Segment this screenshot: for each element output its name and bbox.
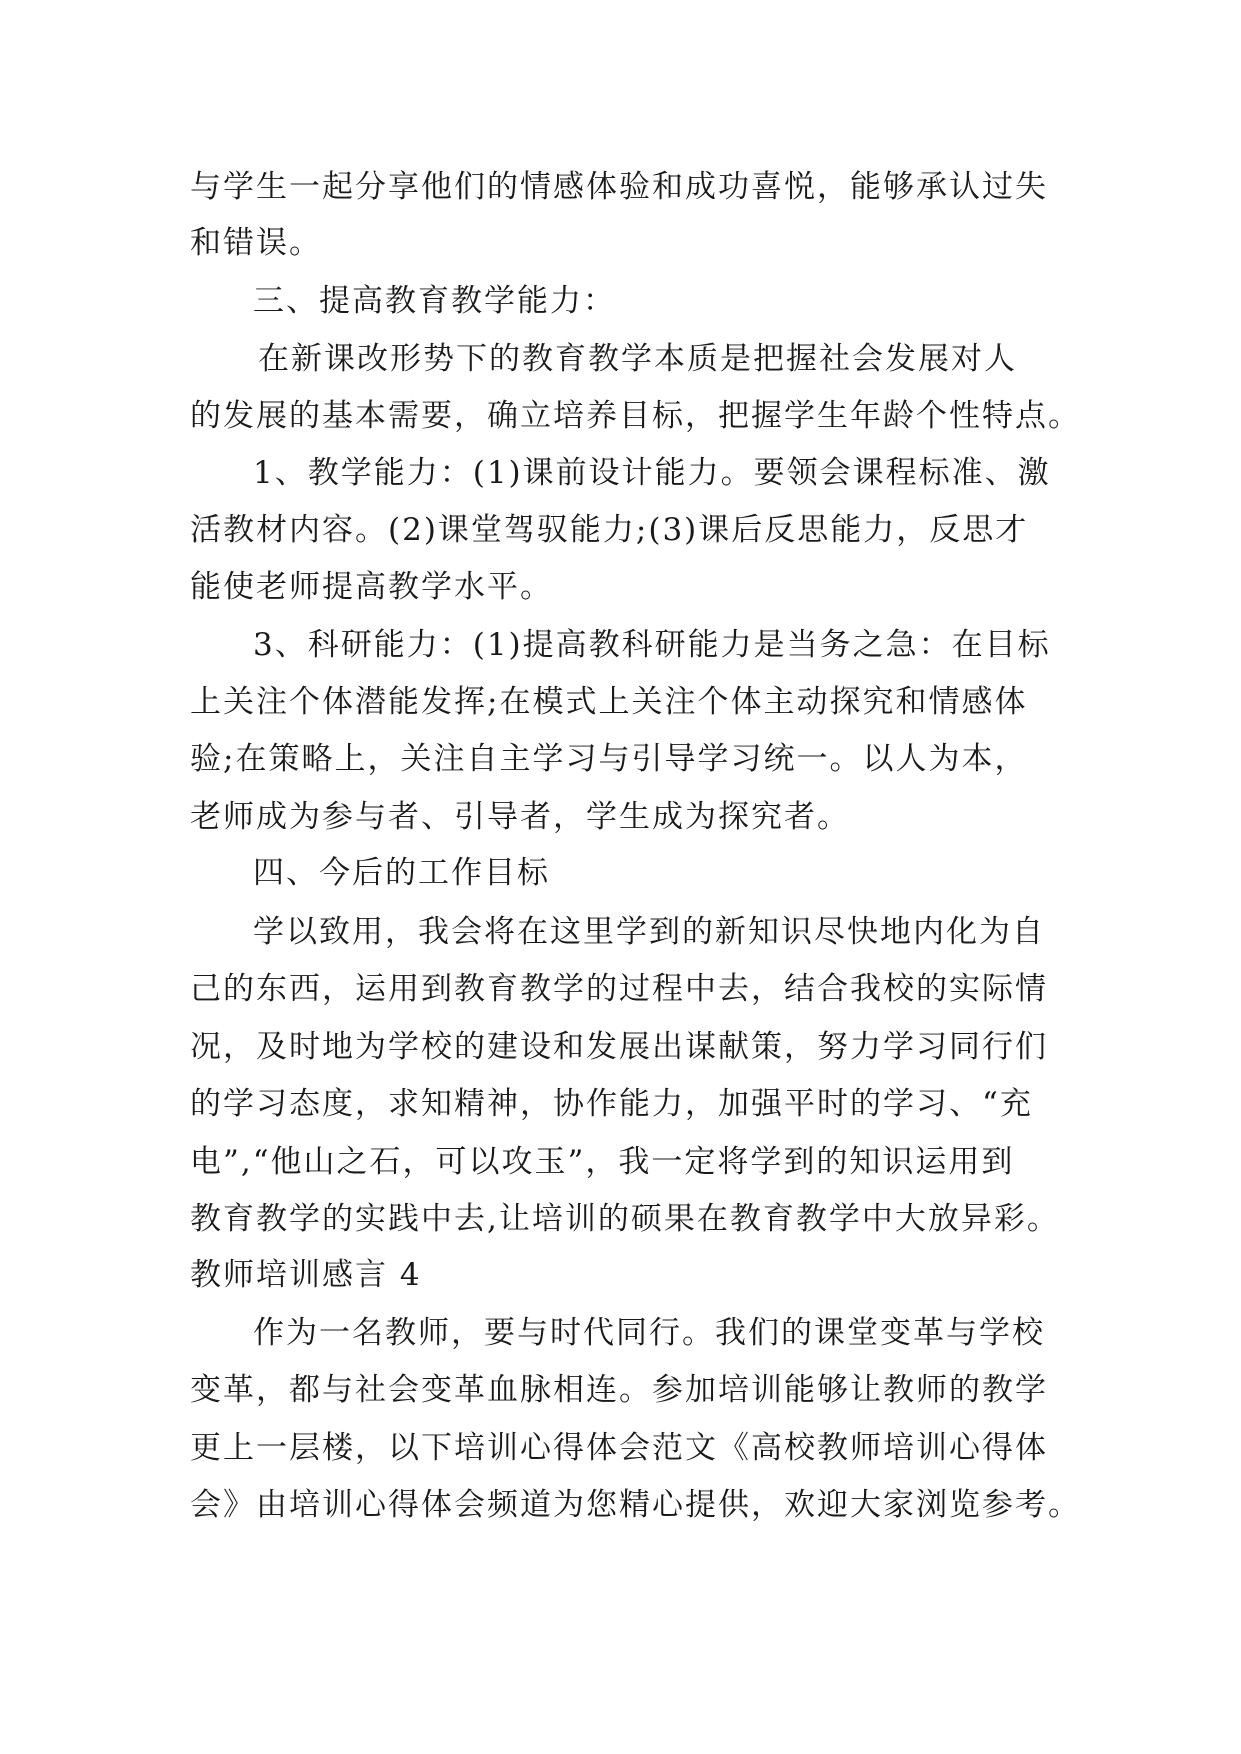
section-heading: 三、提高教育教学能力：: [253, 283, 616, 319]
article-title: 教师培训感言 4: [190, 1257, 422, 1293]
text-line: 能使老师提高教学水平。: [190, 569, 553, 605]
text-line: 与学生一起分享他们的情感体验和成功喜悦，能够承认过失: [190, 169, 1048, 205]
text-line: 验;在策略上，关注自主学习与引导学习统一。以人为本，: [190, 741, 1028, 777]
text-line: 学以致用，我会将在这里学到的新知识尽快地内化为自: [253, 914, 1045, 950]
text-line: 会》由培训心得体会频道为您精心提供，欢迎大家浏览参考。: [190, 1487, 1081, 1523]
text-line: 电”,“他山之石，可以攻玉”，我一定将学到的知识运用到: [190, 1144, 1015, 1180]
text-line: 老师成为参与者、引导者，学生成为探究者。: [190, 799, 850, 835]
text-line: 况，及时地为学校的建设和发展出谋献策，努力学习同行们: [190, 1029, 1048, 1065]
text-line: 的学习态度，求知精神，协作能力，加强平时的学习、“充: [190, 1086, 1033, 1122]
text-line: 活教材内容。(2)课堂驾驭能力;(3)课后反思能力，反思才: [190, 512, 1029, 548]
text-line: 己的东西，运用到教育教学的过程中去，结合我校的实际情: [190, 971, 1048, 1007]
text-line: 教育教学的实践中去,让培训的硕果在教育教学中大放异彩。: [190, 1201, 1060, 1237]
text-line: 在新课改形势下的教育教学本质是把握社会发展对人: [258, 341, 1017, 377]
text-line: 和错误。: [190, 225, 322, 261]
text-line: 变革，都与社会变革血脉相连。参加培训能够让教师的教学: [190, 1372, 1048, 1408]
text-line: 上关注个体潜能发挥;在模式上关注个体主动探究和情感体: [190, 684, 1028, 720]
text-line: 3、科研能力：(1)提高教科研能力是当务之急：在目标: [253, 627, 1051, 663]
text-line: 作为一名教师，要与时代同行。我们的课堂变革与学校: [253, 1315, 1045, 1351]
section-heading: 四、今后的工作目标: [253, 855, 550, 891]
text-line: 1、教学能力：(1)课前设计能力。要领会课程标准、激: [253, 455, 1051, 491]
text-line: 更上一层楼，以下培训心得体会范文《高校教师培训心得体: [190, 1430, 1048, 1466]
text-line: 的发展的基本需要，确立培养目标，把握学生年龄个性特点。: [190, 398, 1081, 434]
